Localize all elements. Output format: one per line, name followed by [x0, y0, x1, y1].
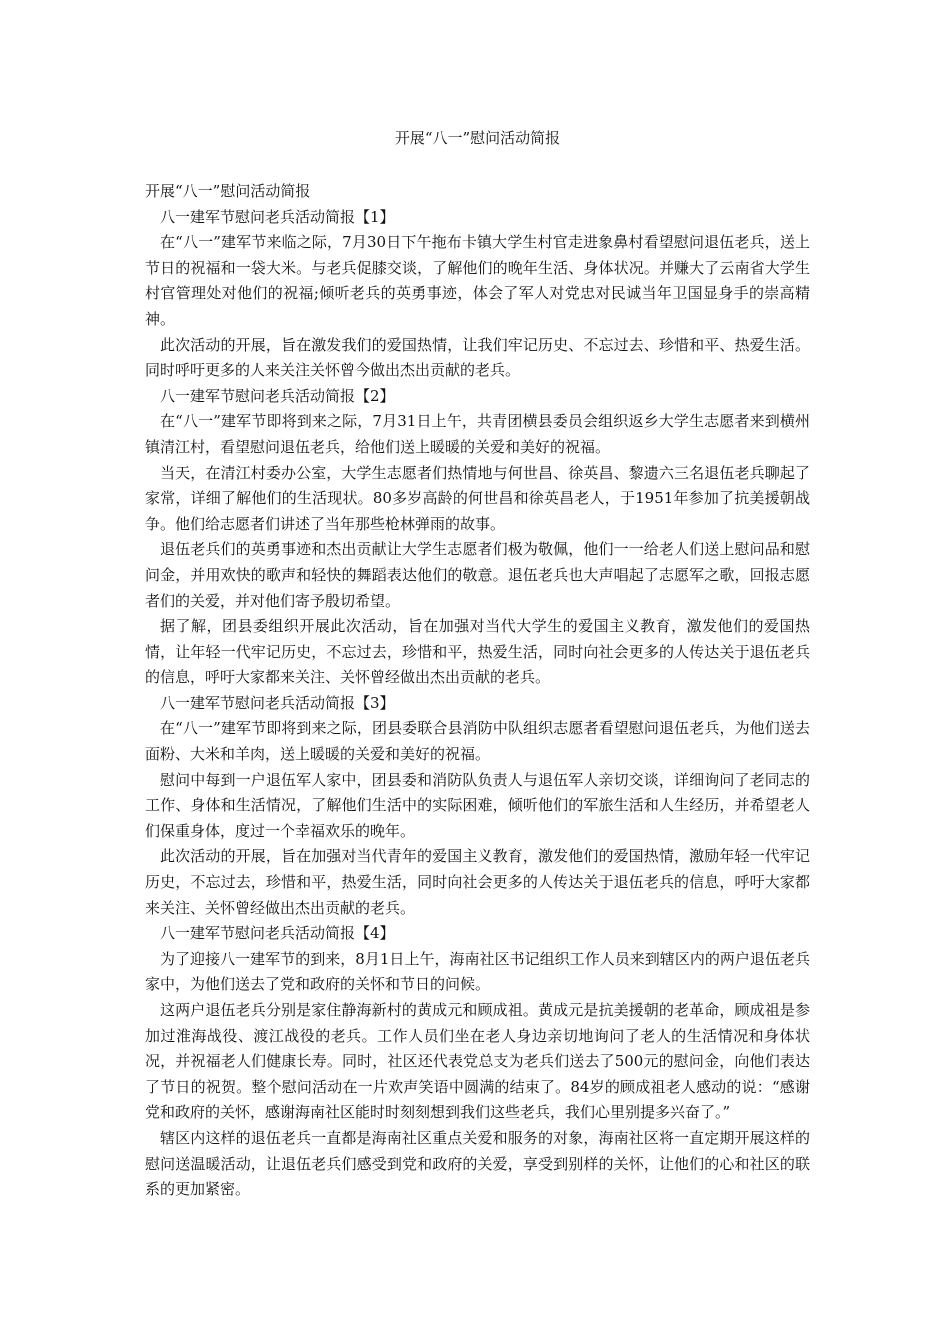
paragraph: 辖区内这样的退伍老兵一直都是海南社区重点关爱和服务的对象，海南社区将一直定期开展这样的慰问送温暖活动，让退伍老兵们感受到党和政府的关爱，享受到别样的关怀，让他们的心和社区的联系的更加紧密。	[145, 1128, 810, 1199]
document-title: 开展“八一”慰问活动简报	[394, 129, 561, 147]
section-4	[145, 921, 810, 1203]
section-heading: 八一建军节慰问老兵活动简报【1】	[160, 207, 395, 226]
document-page	[145, 125, 810, 1203]
paragraph: 退伍老兵们的英勇事迹和杰出贡献让大学生志愿者们极为敬佩，他们一一给老人们送上慰问品和慰问金，并用欢快的歌声和轻快的舞蹈表达他们的敬意。退伍老兵也大声唱起了志愿军之歌，回报志愿者们的关爱，并对他们寄予殷切希望。	[145, 540, 810, 610]
paragraph: 在“八一”建军节即将到来之际，团县委联合县消防中队组织志愿者看望慰问退伍老兵，为他们送去面粉、大米和羊肉，送上暖暖的关爱和美好的祝福。	[145, 719, 810, 764]
section-heading: 八一建军节慰问老兵活动简报【3】	[160, 693, 395, 712]
paragraph: 据了解，团县委组织开展此次活动，旨在加强对当代大学生的爱国主义教育，激发他们的爱国热情，让年轻一代牢记历史，不忘过去，珍惜和平，热爱生活，同时向社会更多的人传达关于退伍老兵的信息，呼吁大家都来关注、关怀曾经做出杰出贡献的老兵。	[145, 617, 810, 687]
section-heading: 八一建军节慰问老兵活动简报【4】	[160, 924, 395, 943]
paragraph: 为了迎接八一建军节的到来，8月1日上午，海南社区书记组织工作人员来到辖区内的两户退伍老兵家中，为他们送去了党和政府的关怀和节日的问候。	[145, 949, 810, 994]
paragraph: 在“八一”建军节来临之际，7月30日下午拖布卡镇大学生村官走进象鼻村看望慰问退伍老兵，送上节日的祝福和一袋大米。与老兵促膝交谈，了解他们的晚年生活、身体状况。并赚大了云南省大学生村官管理处对他们的祝福;倾听老兵的英勇事迹，体会了军人对党忠对民诚当年卫国显身手的崇高精神。	[145, 233, 810, 328]
paragraph: 慰问中每到一户退伍军人家中，团县委和消防队负责人与退伍军人亲切交谈，详细询问了老同志的工作、身体和生活情况，了解他们生活中的实际困难，倾听他们的军旅生活和人生经历，并希望老人们保重身体，度过一个幸福欢乐的晚年。	[145, 770, 810, 840]
paragraph: 在“八一”建军节即将到来之际，7月31日上午，共青团横县委员会组织返乡大学生志愿者来到横州镇清江村，看望慰问退伍老兵，给他们送上暖暖的关爱和美好的祝福。	[145, 412, 810, 456]
paragraph: 此次活动的开展，旨在激发我们的爱国热情，让我们牢记历史、不忘过去、珍惜和平、热爱生活。同时呼吁更多的人来关注关怀曾今做出杰出贡献的老兵。	[145, 335, 810, 380]
paragraph: 这两户退伍老兵分别是家住静海新村的黄成元和顾成祖。黄成元是抗美援朝的老革命，顾成祖是参加过淮海战役、渡江战役的老兵。工作人员们坐在老人身边亲切地询问了老人的生活情况和身体状况，并祝福老人们健康长寿。同时，社区还代表党总支为老兵们送去了500元的慰问金，向他们表达了节日的祝贺。整个慰问活动在一片欢声笑语中圆满的结束了。84岁的顾成祖老人感动的说：“感谢党和政府的关怀，感谢海南社区能时时刻刻想到我们这些老兵，我们心里别提多兴奋了。”	[145, 1001, 810, 1122]
section-2	[145, 384, 810, 691]
section-1	[145, 205, 810, 384]
section-3	[145, 691, 810, 921]
paragraph: 此次活动的开展，旨在加强对当代青年的爱国主义教育，激发他们的爱国热情，激励年轻一代牢记历史，不忘过去，珍惜和平，热爱生活，同时向社会更多的人传达关于退伍老兵的信息，呼吁大家都来关注、关怀曾经做出杰出贡献的老兵。	[145, 847, 810, 917]
document-subtitle: 开展“八一”慰问活动简报	[145, 182, 311, 200]
section-heading: 八一建军节慰问老兵活动简报【2】	[160, 386, 395, 405]
paragraph: 当天，在清江村委办公室，大学生志愿者们热情地与何世昌、徐英昌、黎遗六三名退伍老兵聊起了家常，详细了解他们的生活现状。80多岁高龄的何世昌和徐英昌老人，于1951年参加了抗美援朝战争。他们给志愿者们讲述了当年那些枪林弹雨的故事。	[145, 463, 810, 533]
